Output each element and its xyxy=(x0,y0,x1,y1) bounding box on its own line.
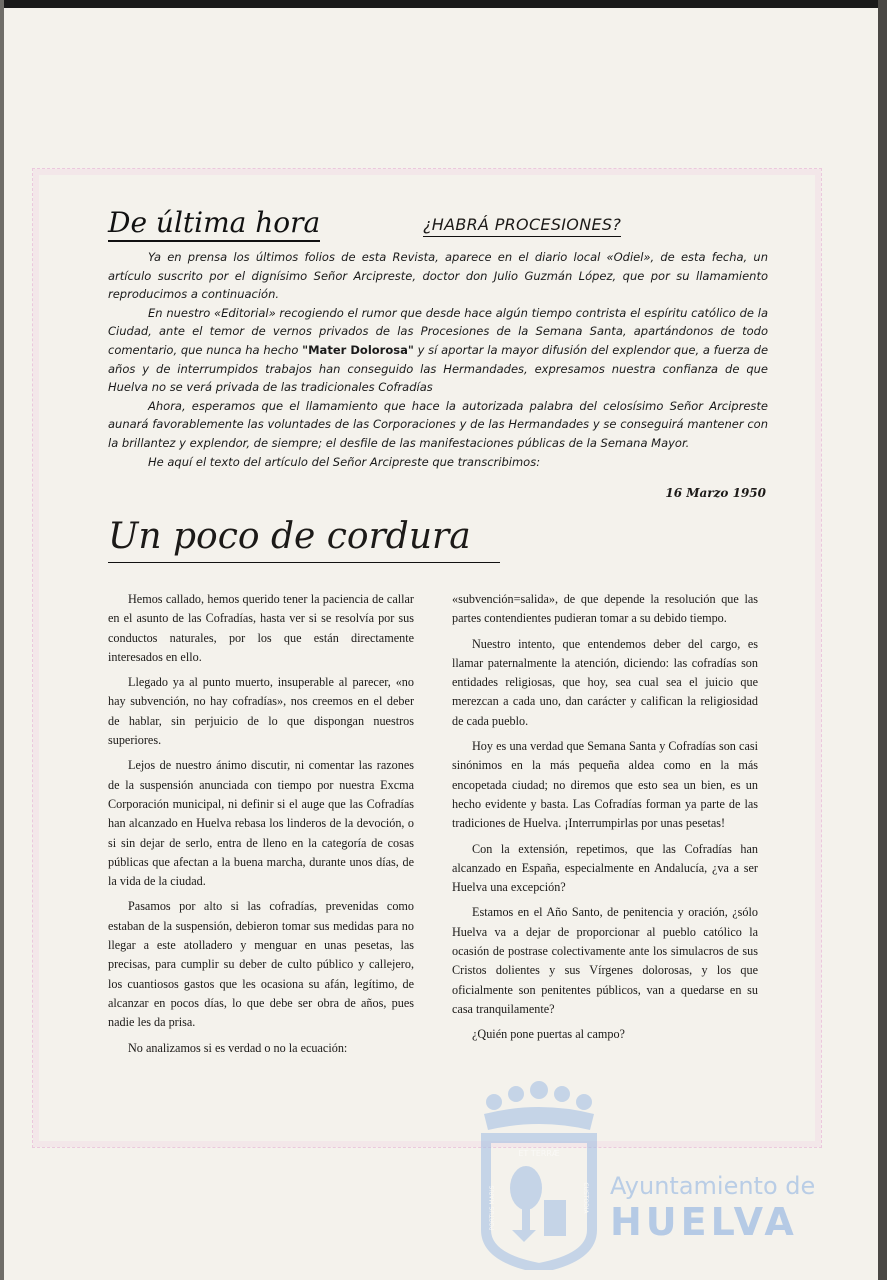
header-subtitle: ¿HABRÁ PROCESIONES? xyxy=(423,214,621,237)
intro-text: En nuestro «Editorial» recogiendo el rumor que desde hace algún tiempo contrista el espíritu católico de la Ciudad, ante el temor de vernos privados de las Procesiones de la Semana Santa, apartándonos de todo comentario, que nunca ha hecho xyxy=(108,305,768,357)
article-date: 16 Marzo 1950 xyxy=(665,486,766,500)
article-column-right xyxy=(452,590,758,1051)
article-paragraph: Hoy es una verdad que Semana Santa y Cofradías son casi sinónimos en la más pequeña aldea como en la más encopetada ciudad; no diremos que esto sea un bien, es un hecho evidente y basta. Las Cofradías forman ya parte de las tradiciones de Huelva. ¡Interrumpirlas por unas pesetas! xyxy=(452,739,758,831)
article-column-left xyxy=(108,590,414,1064)
intro-text: y sí aportar la mayor difusión del explendor que, a fuerza de años y de interrumpidos trabajos han conseguido las Hermandades, expresamos nuestra confianza de que Huelva no se verá privada de las tradicionales Cofradías xyxy=(108,342,769,395)
huelva-shield-logo xyxy=(474,1080,604,1270)
scan-top-edge xyxy=(0,0,887,8)
article-paragraph: Lejos de nuestro ánimo discutir, ni comentar las razones de la suspensión anunciada con tiempo por nuestra Excma Corporación municipal, ni definir si el auge que las Cofradías han alcanzado en Huelva rebasa los linderos de la devoción, o si sin dejar de serlo, entra de lleno en la categoría de cosas públicas que afectan a la buena marcha, durante unos días, de la vida de la ciudad. xyxy=(108,758,414,889)
watermark-line2: HUELVA xyxy=(610,1200,798,1244)
magazine-name: "Mater Dolorosa" xyxy=(302,342,414,357)
shield-motto-top: ET TERRÆ xyxy=(518,1149,560,1158)
article-paragraph: Hemos callado, hemos querido tener la paciencia de callar en el asunto de las Cofradías, hasta ver si se resolvía por sus conductos naturales, por los que están directamente interesados en ello. xyxy=(108,592,414,664)
article-paragraph: Pasamos por alto si las cofradías, prevenidas como estaban de la suspensión, debieron tomar sus medidas para no llegar a este atolladero y menguar en unas pesetas, las precisas, para cumplir su deber de culto público y callejero, los cuantiosos gastos que les ocasiona su afán, legítimo, de alcanzar en pocos días, lo que debe ser obra de años, pues nadie les da prisa. xyxy=(108,899,414,1030)
intro-paragraph: He aquí el texto del artículo del Señor Arcipreste que transcribimos: xyxy=(148,454,541,469)
article-paragraph: ¿Quién pone puertas al campo? xyxy=(472,1027,625,1042)
article-paragraph: Nuestro intento, que entendemos deber del cargo, es llamar paternalmente la atención, diciendo: las cofradías son entidades religiosas, que hoy, sea cual sea el juicio que merezcan a cada uno, dan carácter y califican la religiosidad de cada pueblo. xyxy=(452,636,758,728)
intro-paragraph: Ahora, esperamos que el llamamiento que hace la autorizada palabra del celosísimo Señor Arcipreste aunará favorablemente las voluntades de las Corporaciones y de las Hermandades y se conseguirá mantener con la brillantez y explendor, de siempre; el desfile de las manifestaciones públicas de la Semana Mayor. xyxy=(108,398,768,450)
article-paragraph: Llegado ya al punto muerto, insuperable al parecer, «no hay subvención, no hay cofradías», nos creemos en el deber de hablar, sin perjuicio de lo que dispongan nuestros superiores. xyxy=(108,675,414,748)
intro-block xyxy=(108,248,768,471)
article-paragraph: Estamos en el Año Santo, de penitencia y oración, ¿sólo Huelva va a dejar de proporcionar al pueblo católico la ocasión de postrase colectivamente ante los simulacros de sus Cristos dolientes y sus Vírgenes dolorosas, y los que oficialmente son penitentes públicos, van a quedarse en su casa tranquilamente? xyxy=(452,905,758,1016)
scan-right-edge xyxy=(878,0,887,1280)
intro-paragraph xyxy=(108,304,768,397)
article-paragraph: No analizamos si es verdad o no la ecuación: xyxy=(128,1040,348,1055)
article-paragraph: Con la extensión, repetimos, que las Cofradías han alcanzado en España, especialmente en Andalucía, ¿va a ser Huelva una excepción? xyxy=(452,841,758,895)
article-paragraph: «subvención=salida», de que depende la resolución que las partes contendientes pudieran tomar a su debido tiempo. xyxy=(452,592,758,626)
shield-motto-left: PORTUS MARIS xyxy=(489,1185,496,1231)
shield-motto-right: CUSTODIA xyxy=(582,1182,589,1214)
header-title: De última hora xyxy=(108,206,320,242)
article-title: Un poco de cordura xyxy=(108,512,500,563)
intro-paragraph: Ya en prensa los últimos folios de esta Revista, aparece en el diario local «Odiel», de esta fecha, un artículo suscrito por el dignísimo Señor Arcipreste, doctor don Julio Guzmán López, que por su llamamiento reproducimos a continuación. xyxy=(108,250,768,302)
watermark-line1: Ayuntamiento de xyxy=(610,1172,816,1200)
